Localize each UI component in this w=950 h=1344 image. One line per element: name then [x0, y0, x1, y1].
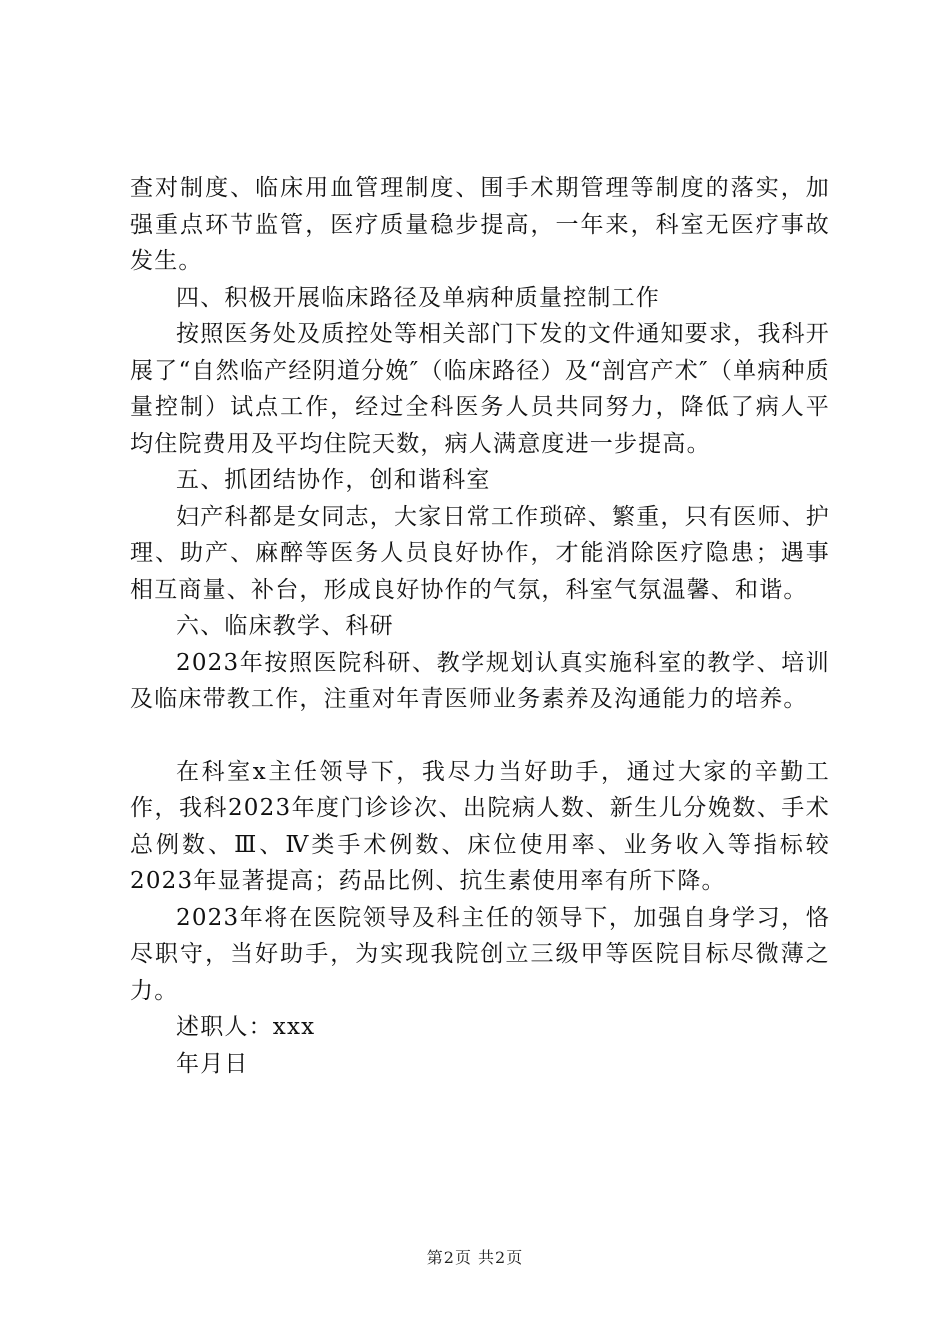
paragraph-teamwork: 妇产科都是女同志，大家日常工作琐碎、繁重，只有医师、护理、助产、麻醉等医务人员良好协作，才能消除医疗隐患；遇事相互商量、补台，形成良好协作的气氛，科室气氛温馨、和谐。 [130, 503, 830, 603]
paragraph-plan: 2023年将在医院领导及科主任的领导下，加强自身学习，恪尽职守，当好助手，为实现我院创立三级甲等医院目标尽微薄之力。 [130, 904, 830, 1004]
paragraph-continuation: 查对制度、临床用血管理制度、围手术期管理等制度的落实，加强重点环节监管，医疗质量稳步提高，一年来，科室无医疗事故发生。 [130, 175, 830, 274]
page-number-footer: 第2页 共2页 [426, 1248, 524, 1267]
section-heading-4: 四、积极开展临床路径及单病种质量控制工作 [176, 284, 660, 311]
paragraph-clinical-pathway: 按照医务处及质控处等相关部门下发的文件通知要求，我科开展了“自然临产经阴道分娩″（临床路径）及“剖宫产术″（单病种质量控制）试点工作，经过全科医务人员共同努力，降低了病人平均住院费用及平均住院天数，病人满意度进一步提高。 [130, 321, 830, 457]
section-heading-6: 六、临床教学、科研 [176, 613, 394, 639]
date-line: 年月日 [176, 1050, 249, 1077]
signature-line: 述职人：xxx [176, 1014, 316, 1040]
paragraph-summary: 在科室x主任领导下，我尽力当好助手，通过大家的辛勤工作，我科2023年度门诊诊次、出院病人数、新生儿分娩数、手术总例数、Ⅲ、Ⅳ类手术例数、床位使用率、业务收入等指标较2023年显著提高；药品比例、抗生素使用率有所下降。 [130, 758, 830, 894]
document-body [130, 170, 830, 1082]
paragraph-teaching: 2023年按照医院科研、教学规划认真实施科室的教学、培训及临床带教工作，注重对年青医师业务素养及沟通能力的培养。 [130, 649, 830, 712]
section-heading-5: 五、抓团结协作，创和谐科室 [176, 467, 491, 493]
